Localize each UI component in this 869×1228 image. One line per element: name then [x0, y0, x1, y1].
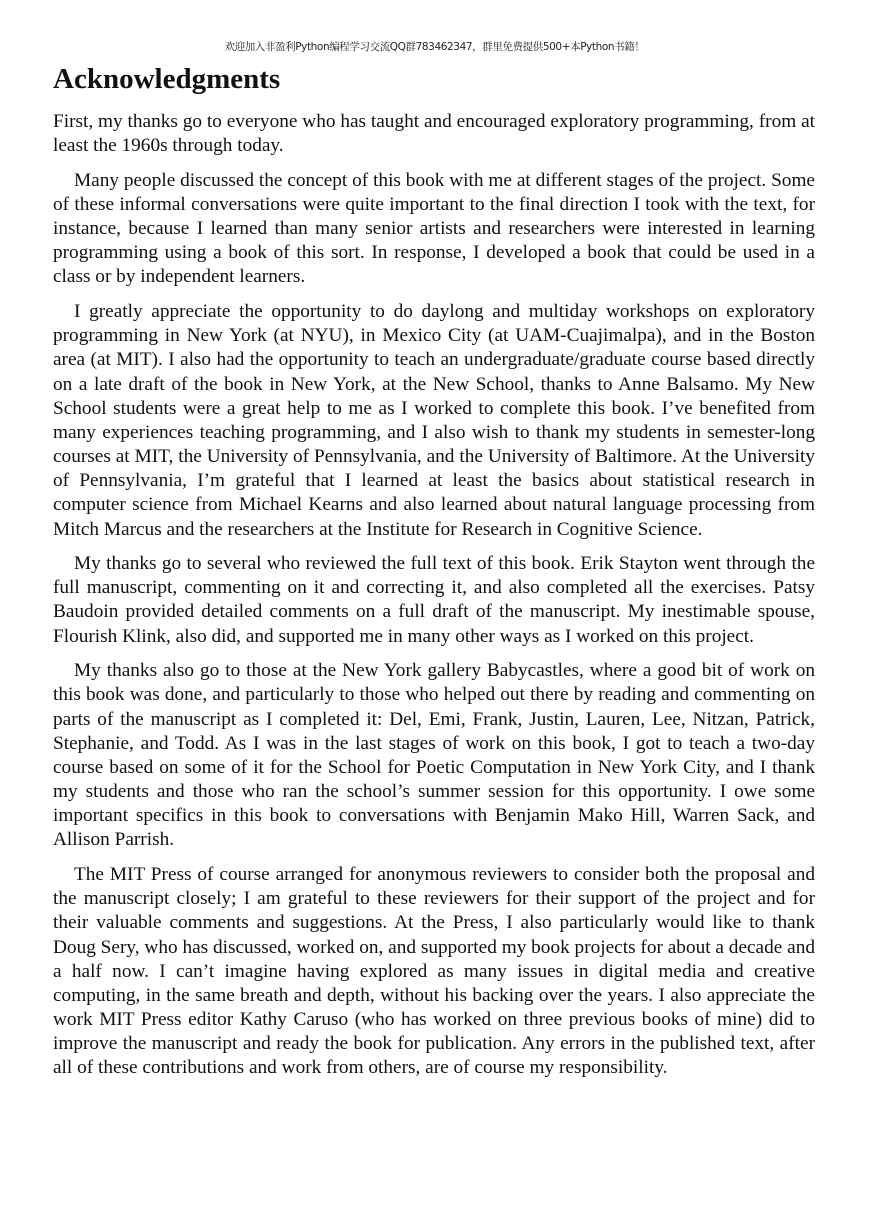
page-title: Acknowledgments — [53, 63, 281, 95]
header-banner: 欢迎加入非盈利Python编程学习交流QQ群783462347，群里免费提供500+本Python书籍！ — [224, 41, 645, 53]
paragraph: First, my thanks go to everyone who has taught and encouraged exploratory programming, from at least the 1960s through today. — [53, 111, 815, 157]
paragraph: I greatly appreciate the opportunity to do daylong and multiday workshops on exploratory programming in New York (at NYU), in Mexico City (at UAM-Cuajimalpa), and in the Boston area (at MIT). I also had the opportunity to teach an undergraduate/graduate course based directly on a late draft of the book in New York, at the New School, thanks to Anne Balsamo. My New School students were a great help to me as I worked to complete this book. I’ve benefited from many experiences teaching programming, and I also wish to thank my students in semester-long courses at MIT, the University of Pennsylvania, and the University of Baltimore. At the University of Pennsylvania, I’m grateful that I learned at least the basics about statistical research in computer science from Michael Kearns and also learned about natural language processing from Mitch Marcus and the researchers at the Institute for Research in Cognitive Science. — [53, 301, 815, 540]
paragraph: The MIT Press of course arranged for anonymous reviewers to consider both the proposal and the manuscript closely; I am grateful to these reviewers for their support of the project and for their valuable comments and suggestions. At the Press, I also particularly would like to thank Doug Sery, who has discussed, worked on, and supported my book projects for about a decade and a half now. I can’t imagine having explored as many issues in digital media and creative computing, in the same breath and depth, without his backing over the years. I also appreciate the work MIT Press editor Kathy Caruso (who has worked on three previous books of mine) did to improve the manuscript and ready the book for publication. Any errors in the published text, after all of these contributions and work from others, are of course my responsibility. — [53, 864, 815, 1079]
document-body — [53, 60, 815, 1091]
paragraph: My thanks also go to those at the New York gallery Babycastles, where a good bit of work on this book was done, and particularly to those who helped out there by reading and commenting on parts of the manuscript as I completed it: Del, Emi, Frank, Justin, Lauren, Lee, Nitzan, Patrick, Stephanie, and Todd. As I was in the last stages of work on this book, I got to teach a two-day course based on some of it for the School for Poetic Computation in New York City, and I thank my students and those who ran the school’s summer session for this opportunity. I owe some important specifics in this book to conversations with Benjamin Mako Hill, Warren Sack, and Allison Parrish. — [53, 660, 815, 851]
paragraph: Many people discussed the concept of this book with me at different stages of the project. Some of these informal conversations were quite important to the final direction I took with the text, for instance, because I learned than many senior artists and researchers were interested in learning programming using a book of this sort. In response, I developed a book that could be used in a class or by independent learners. — [53, 169, 815, 288]
paragraph: My thanks go to several who reviewed the full text of this book. Erik Stayton went through the full manuscript, commenting on it and correcting it, and also completed all the exercises. Patsy Baudoin provided detailed comments on a full draft of the manuscript. My inestimable spouse, Flourish Klink, also did, and supported me in many other ways as I worked on this project. — [53, 553, 815, 647]
